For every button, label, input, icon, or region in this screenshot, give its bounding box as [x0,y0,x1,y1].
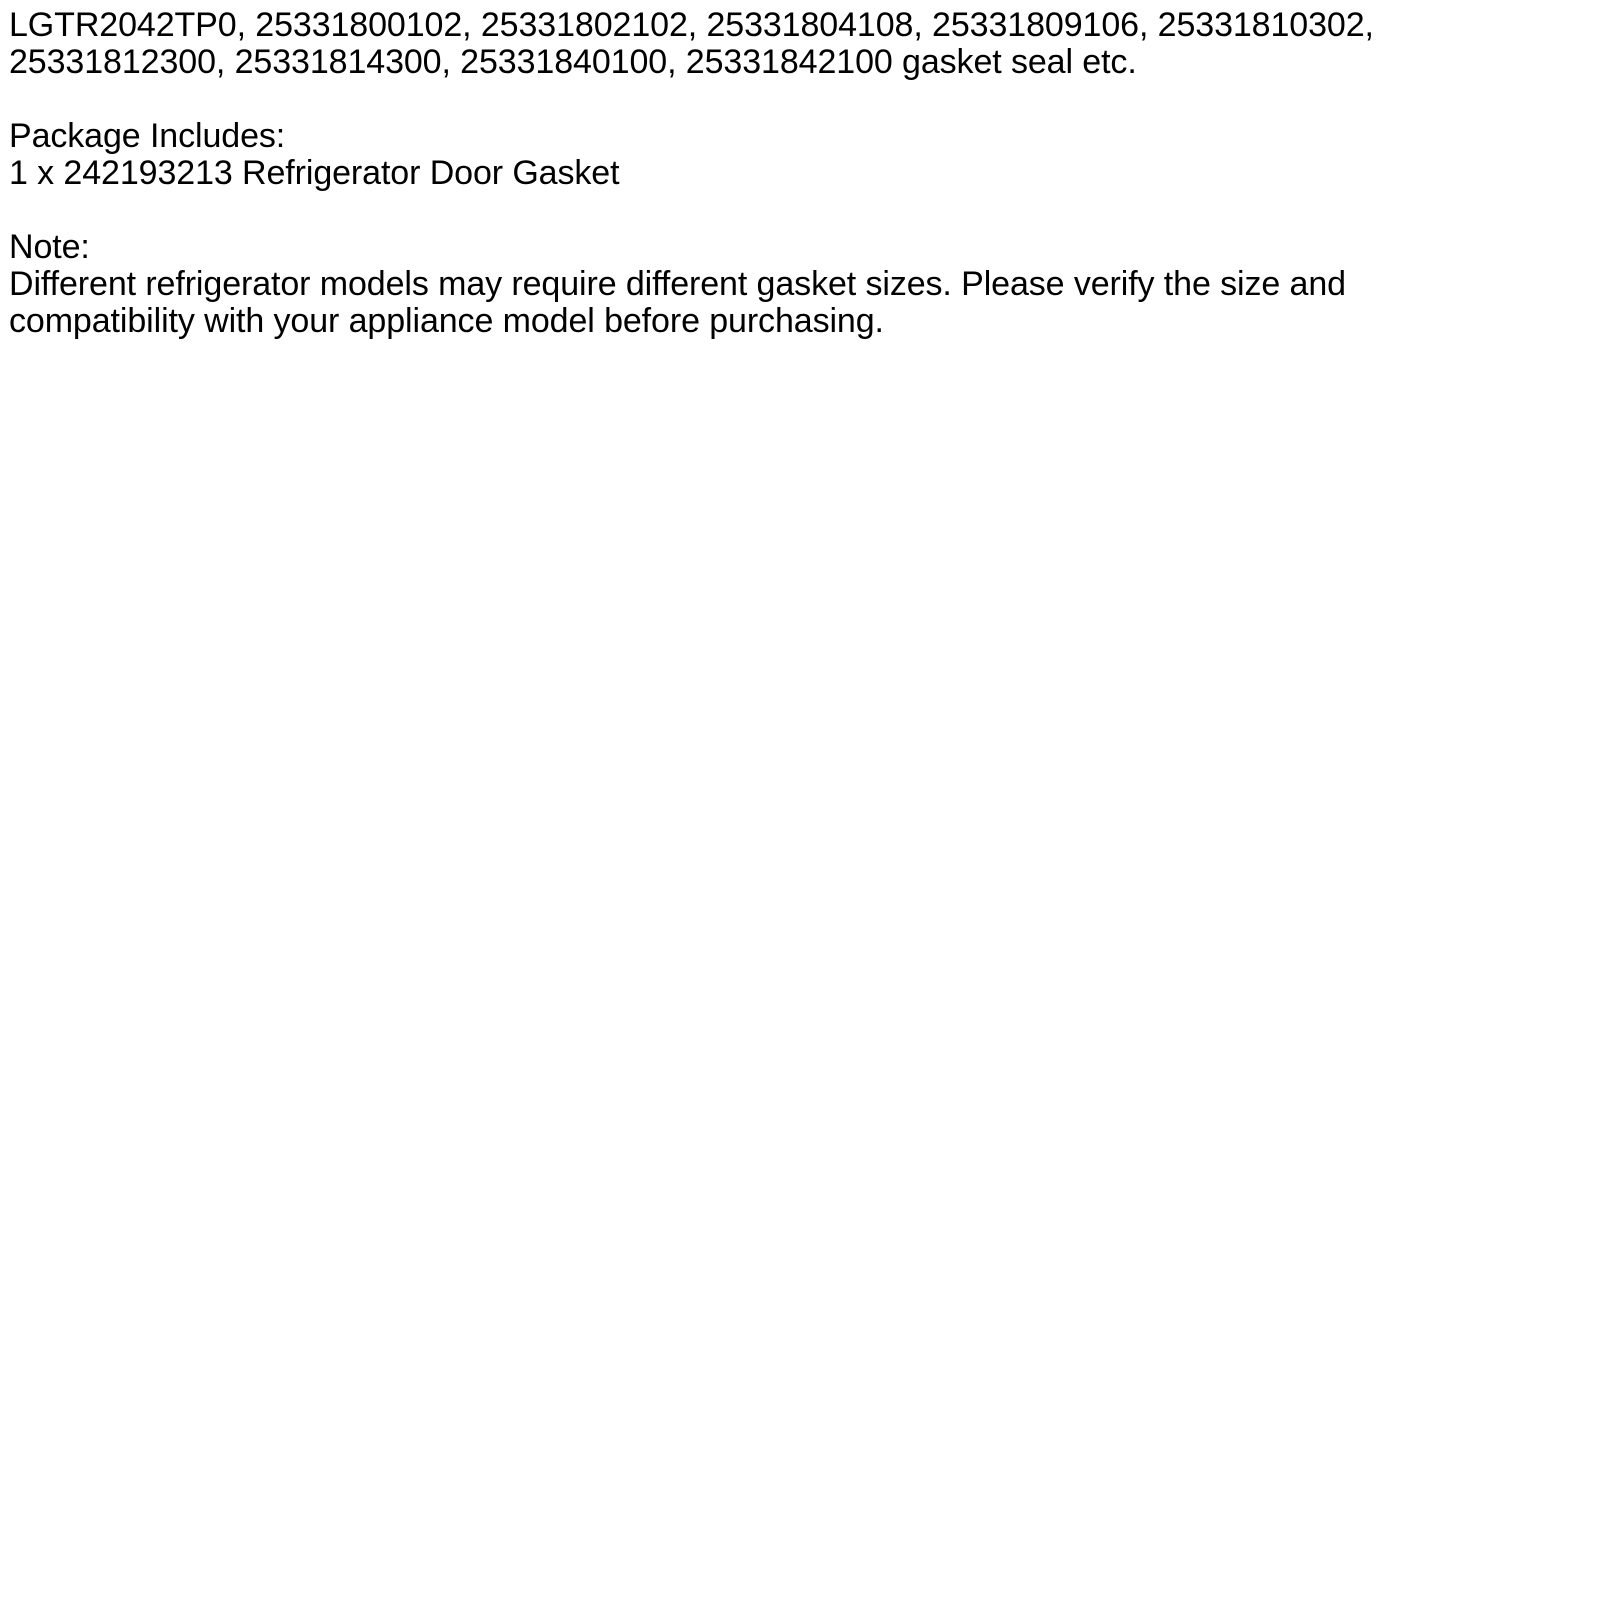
product-description [9,7,1584,377]
note-heading: Note: [9,228,90,266]
note-line: compatibility with your appliance model before purchasing. [9,302,884,340]
package-item: 1 x 242193213 Refrigerator Door Gasket [9,154,620,192]
note-section [9,229,1584,340]
compatibility-line: 25331812300, 25331814300, 25331840100, 25331842100 gasket seal etc. [9,43,1137,81]
compatibility-list [9,7,1584,81]
note-line: Different refrigerator models may require different gasket sizes. Please verify the size and [9,265,1346,303]
compatibility-line: LGTR2042TP0, 25331800102, 25331802102, 25331804108, 25331809106, 25331810302, [9,6,1374,44]
package-section [9,118,1584,192]
package-heading: Package Includes: [9,117,286,155]
